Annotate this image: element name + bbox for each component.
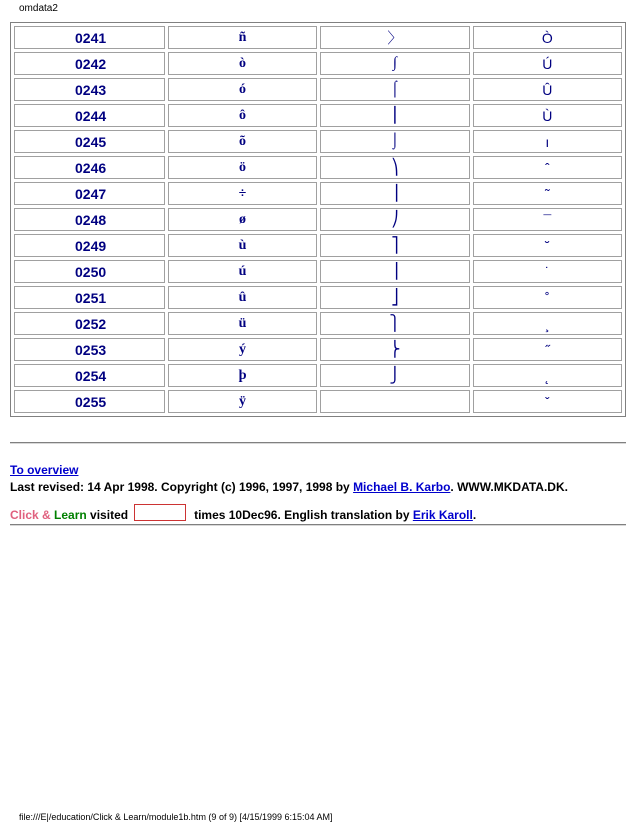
divider-top xyxy=(10,442,626,444)
char-cell-3: ˝ xyxy=(473,338,622,361)
char-cell-3: Û xyxy=(473,78,622,101)
table-row xyxy=(14,130,622,153)
ampersand: & xyxy=(38,508,55,522)
code-cell: 0242 xyxy=(14,52,165,75)
char-cell-1: ú xyxy=(168,260,317,283)
char-cell-3: ˜ xyxy=(473,182,622,205)
page-header: omdata2 xyxy=(19,3,58,14)
char-cell-3: ˙ xyxy=(473,260,622,283)
char-cell-1: ó xyxy=(168,78,317,101)
table-row xyxy=(14,234,622,257)
overview-line xyxy=(10,463,78,477)
table-row xyxy=(14,104,622,127)
translator-link[interactable]: Erik Karoll xyxy=(412,508,473,522)
revised-line xyxy=(10,480,568,494)
char-cell-1: õ xyxy=(168,130,317,153)
code-cell: 0255 xyxy=(14,390,165,413)
char-cell-3: Ù xyxy=(473,104,622,127)
char-cell-3: Ò xyxy=(473,26,622,49)
char-cell-3: ˇ xyxy=(473,390,622,413)
code-cell: 0243 xyxy=(14,78,165,101)
visit-counter xyxy=(134,504,186,521)
code-cell: 0253 xyxy=(14,338,165,361)
char-cell-2: ⎮ xyxy=(320,104,469,127)
table-row xyxy=(14,156,622,179)
char-cell-1: ü xyxy=(168,312,317,335)
char-cell-2: ⎭ xyxy=(320,364,469,387)
char-cell-2: ⎬ xyxy=(320,338,469,361)
code-cell: 0254 xyxy=(14,364,165,387)
table-row xyxy=(14,78,622,101)
char-cell-1: ñ xyxy=(168,26,317,49)
char-cell-1: þ xyxy=(168,364,317,387)
table-row xyxy=(14,338,622,361)
char-cell-2: ⎠ xyxy=(320,208,469,231)
code-cell: 0250 xyxy=(14,260,165,283)
code-cell: 0248 xyxy=(14,208,165,231)
char-cell-2: ∫ xyxy=(320,52,469,75)
char-cell-1: ø xyxy=(168,208,317,231)
char-cell-2: ⌡ xyxy=(320,130,469,153)
author-link[interactable]: Michael B. Karbo xyxy=(353,480,451,494)
times-text: times 10Dec96. English translation by xyxy=(194,508,413,522)
char-cell-2: ⎟ xyxy=(320,182,469,205)
period: . xyxy=(472,508,477,522)
table-row xyxy=(14,260,622,283)
char-cell-2 xyxy=(320,390,469,413)
charset-table xyxy=(10,22,626,417)
visited-line xyxy=(10,504,476,522)
char-cell-3: ˚ xyxy=(473,286,622,309)
char-cell-2: ⌠ xyxy=(320,78,469,101)
char-cell-3: ˆ xyxy=(473,156,622,179)
table-row xyxy=(14,390,622,413)
char-cell-1: ù xyxy=(168,234,317,257)
code-cell: 0249 xyxy=(14,234,165,257)
divider-bottom xyxy=(10,524,626,526)
char-cell-3: ˘ xyxy=(473,234,622,257)
page-footer: file:///E|/education/Click & Learn/module1b.htm (9 of 9) [4/15/1999 6:15:04 AM] xyxy=(19,812,333,822)
char-cell-1: û xyxy=(168,286,317,309)
learn-word: Learn xyxy=(54,508,87,522)
char-cell-1: ö xyxy=(168,156,317,179)
char-cell-1: ÿ xyxy=(168,390,317,413)
code-cell: 0251 xyxy=(14,286,165,309)
char-cell-2: ⎞ xyxy=(320,156,469,179)
code-cell: 0247 xyxy=(14,182,165,205)
char-cell-3: ¸ xyxy=(473,312,622,335)
char-cell-1: ò xyxy=(168,52,317,75)
char-cell-2: ⎫ xyxy=(320,312,469,335)
table-row xyxy=(14,364,622,387)
char-cell-3: Ú xyxy=(473,52,622,75)
code-cell: 0252 xyxy=(14,312,165,335)
table-row xyxy=(14,26,622,49)
table-body xyxy=(14,26,622,413)
char-cell-3: ı xyxy=(473,130,622,153)
char-cell-1: ÷ xyxy=(168,182,317,205)
table-row xyxy=(14,208,622,231)
code-cell: 0244 xyxy=(14,104,165,127)
code-cell: 0246 xyxy=(14,156,165,179)
visited-word: visited xyxy=(86,508,129,522)
char-cell-3: ˛ xyxy=(473,364,622,387)
char-cell-2: ⎤ xyxy=(320,234,469,257)
table-row xyxy=(14,286,622,309)
table-row xyxy=(14,312,622,335)
char-cell-1: ô xyxy=(168,104,317,127)
table-row xyxy=(14,52,622,75)
code-cell: 0245 xyxy=(14,130,165,153)
table-row xyxy=(14,182,622,205)
revised-prefix: Last revised: 14 Apr 1998. Copyright (c) 1996, 1997, 1998 by xyxy=(10,480,354,494)
click-word: Click xyxy=(10,508,39,522)
char-cell-1: ý xyxy=(168,338,317,361)
char-cell-2: ⎥ xyxy=(320,260,469,283)
char-cell-2: ⎦ xyxy=(320,286,469,309)
code-cell: 0241 xyxy=(14,26,165,49)
revised-suffix: . WWW.MKDATA.DK. xyxy=(450,480,568,494)
overview-link[interactable]: To overview xyxy=(10,463,79,477)
char-cell-3: ¯ xyxy=(473,208,622,231)
char-cell-2: 〉 xyxy=(320,26,469,49)
